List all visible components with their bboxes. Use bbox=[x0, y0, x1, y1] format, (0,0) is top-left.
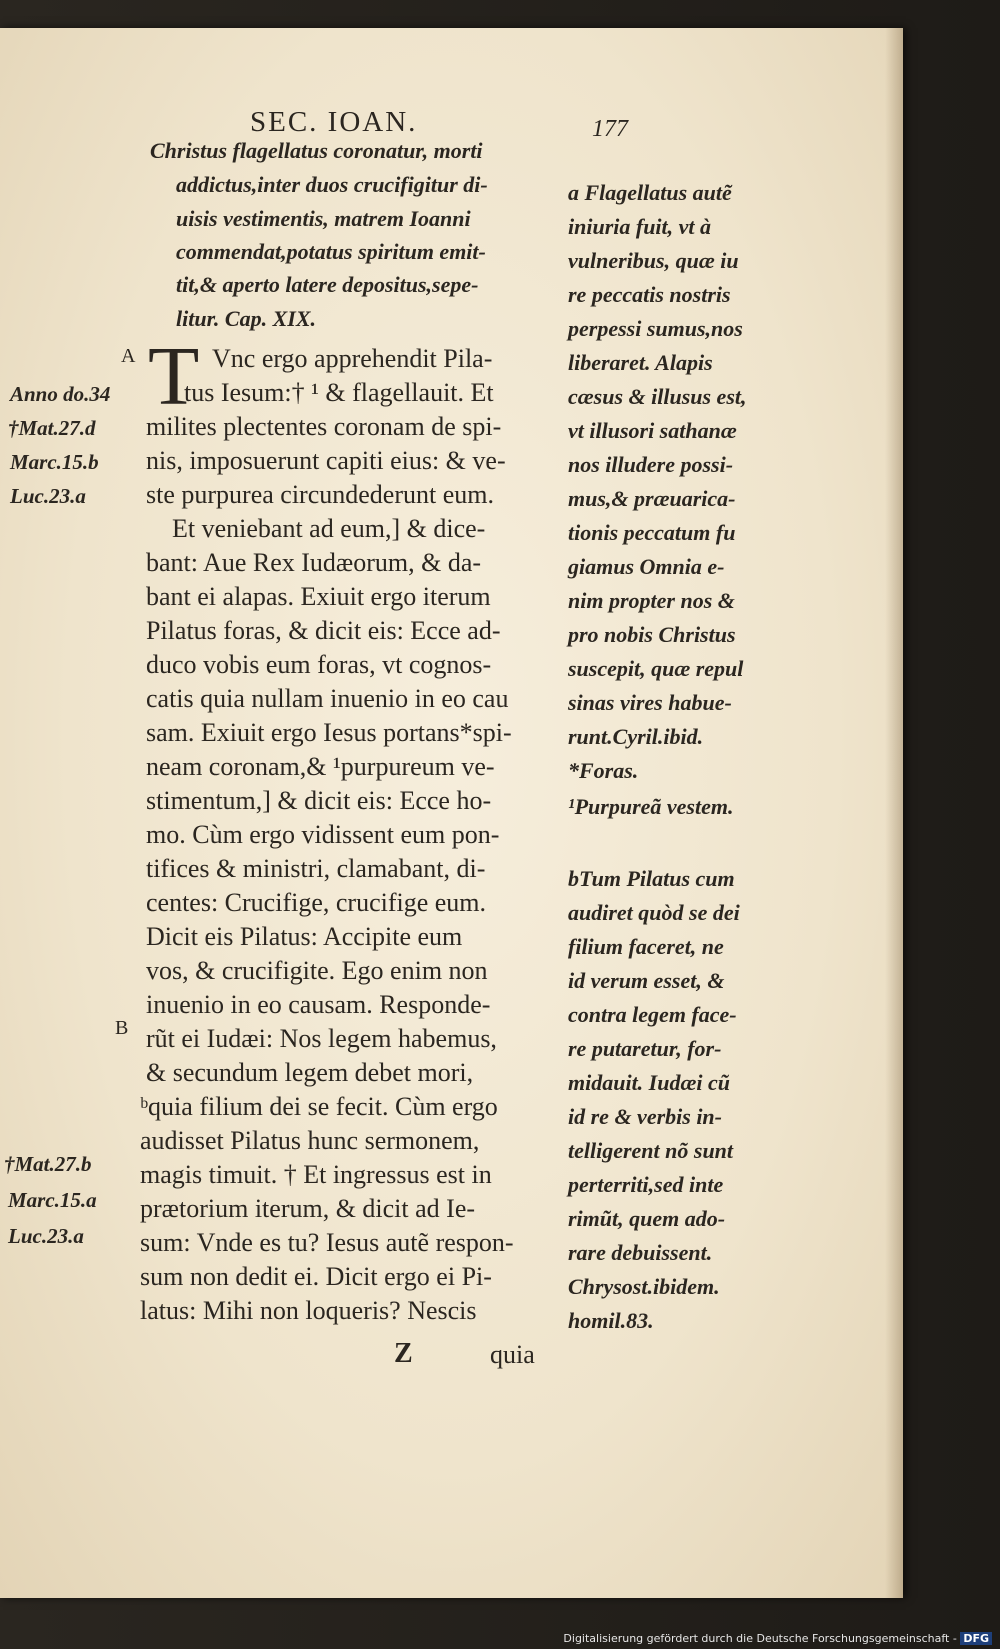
margin-note: Luc.23.a bbox=[10, 484, 86, 508]
drop-cap: T bbox=[148, 330, 200, 423]
text-line: prætorium iterum, & dicit ad Ie- bbox=[140, 1194, 476, 1223]
text-line: Dicit eis Pilatus: Accipite eum bbox=[146, 922, 463, 951]
commentary-line: id re & verbis in- bbox=[568, 1104, 722, 1129]
commentary-line: Chrysost.ibidem. bbox=[568, 1274, 720, 1299]
text-line: Pilatus foras, & dicit eis: Ecce ad- bbox=[146, 616, 501, 645]
text-line: rũt ei Iudæi: Nos legem habemus, bbox=[146, 1024, 497, 1053]
commentary-line: rimũt, quem ado- bbox=[568, 1206, 726, 1231]
text-line: duco vobis eum foras, vt cognos- bbox=[146, 650, 492, 679]
text-line: Vnc ergo apprehendit Pila- bbox=[212, 344, 493, 373]
text-line: ste purpurea circundederunt eum. bbox=[146, 480, 494, 509]
commentary-line: nos illudere possi- bbox=[568, 452, 734, 477]
commentary-line: ¹Purpureã vestem. bbox=[568, 794, 734, 819]
margin-note: †Mat.27.d bbox=[8, 416, 96, 440]
commentary-line: vt illusori sathanæ bbox=[568, 418, 737, 443]
commentary-line: contra legem face- bbox=[568, 1002, 737, 1027]
commentary-line: vulneribus, quæ iu bbox=[568, 248, 739, 273]
dfg-logo: DFG bbox=[960, 1632, 992, 1645]
text-line: sum: Vnde es tu? Iesus autẽ respon- bbox=[140, 1228, 514, 1257]
commentary-line: *Foras. bbox=[568, 758, 639, 783]
summary-line: commendat,potatus spiritum emit- bbox=[176, 239, 486, 264]
margin-note: †Mat.27.b bbox=[4, 1152, 92, 1176]
text-line: sam. Exiuit ergo Iesus portans*spi- bbox=[146, 718, 512, 747]
commentary-line: iniuria fuit, vt à bbox=[568, 214, 712, 239]
text-line: ᵇquia filium dei se fecit. Cùm ergo bbox=[140, 1092, 498, 1121]
section-mark-a: A bbox=[121, 345, 136, 367]
text-line: bant: Aue Rex Iudæorum, & da- bbox=[146, 548, 482, 577]
commentary-line: cæsus & illusus est, bbox=[568, 384, 747, 409]
commentary-line: pro nobis Christus bbox=[568, 622, 736, 647]
text-line: neam coronam,& ¹purpureum ve- bbox=[146, 752, 495, 781]
summary-line: uisis vestimentis, matrem Ioanni bbox=[176, 206, 471, 231]
signature-mark: Z bbox=[394, 1338, 413, 1369]
text-line: catis quia nullam inuenio in eo cau bbox=[146, 684, 509, 713]
catchword: quia bbox=[490, 1340, 535, 1369]
text-line: audisset Pilatus hunc sermonem, bbox=[140, 1126, 480, 1155]
text-line: magis timuit. † Et ingressus est in bbox=[140, 1160, 492, 1189]
summary-line: tit,& aperto latere depositus,sepe- bbox=[176, 272, 479, 297]
margin-note: Luc.23.a bbox=[8, 1224, 84, 1248]
text-line: Et veniebant ad eum,] & dice- bbox=[172, 514, 486, 543]
commentary-line: mus,& præuarica- bbox=[568, 486, 736, 511]
commentary-line: rare debuissent. bbox=[568, 1240, 713, 1265]
commentary-line: re putaretur, for- bbox=[568, 1036, 722, 1061]
text-line: vos, & crucifigite. Ego enim non bbox=[146, 956, 488, 985]
text-line: milites plectentes coronam de spi- bbox=[146, 412, 502, 441]
commentary-line: liberaret. Alapis bbox=[568, 350, 713, 375]
page-number: 177 bbox=[592, 116, 628, 142]
text-line: centes: Crucifige, crucifige eum. bbox=[146, 888, 487, 917]
commentary-line: tionis peccatum fu bbox=[568, 520, 736, 545]
commentary-line: a Flagellatus autẽ bbox=[568, 180, 732, 205]
digitization-credit bbox=[563, 1632, 992, 1645]
summary-line: litur. Cap. XIX. bbox=[176, 306, 317, 331]
commentary-line: re peccatis nostris bbox=[568, 282, 731, 307]
margin-note: Marc.15.a bbox=[8, 1188, 97, 1212]
margin-note: Anno do.34 bbox=[10, 382, 111, 406]
summary-line: Christus flagellatus coronatur, morti bbox=[150, 138, 483, 163]
text-line: mo. Cùm ergo vidissent eum pon- bbox=[146, 820, 500, 849]
text-line: stimentum,] & dicit eis: Ecce ho- bbox=[146, 786, 492, 815]
commentary-line: telligerent nõ sunt bbox=[568, 1138, 734, 1163]
commentary-line: perpessi sumus,nos bbox=[568, 316, 743, 341]
commentary-line: id verum esset, & bbox=[568, 968, 725, 993]
commentary-line: sinas vires habue- bbox=[568, 690, 732, 715]
running-head: SEC. IOAN. bbox=[250, 106, 418, 138]
text-line: bant ei alapas. Exiuit ergo iterum bbox=[146, 582, 491, 611]
commentary-line: audiret quòd se dei bbox=[568, 900, 740, 925]
commentary-line: nim propter nos & bbox=[568, 588, 735, 613]
commentary-line: perterriti,sed inte bbox=[568, 1172, 724, 1197]
section-mark-b: B bbox=[115, 1017, 129, 1039]
text-line: nis, imposuerunt capiti eius: & ve- bbox=[146, 446, 506, 475]
commentary-line: bTum Pilatus cum bbox=[568, 866, 735, 891]
text-line: tifices & ministri, clamabant, di- bbox=[146, 854, 486, 883]
summary-line: addictus,inter duos crucifigitur di- bbox=[176, 172, 488, 197]
page-gutter-shadow bbox=[885, 28, 903, 1598]
commentary-line: homil.83. bbox=[568, 1308, 654, 1333]
text-line: latus: Mihi non loqueris? Nescis bbox=[140, 1296, 477, 1325]
commentary-line: runt.Cyril.ibid. bbox=[568, 724, 704, 749]
text-line: tus Iesum:† ¹ & flagellauit. Et bbox=[184, 378, 494, 407]
margin-note: Marc.15.b bbox=[10, 450, 99, 474]
commentary-line: suscepit, quæ repul bbox=[568, 656, 744, 681]
commentary-line: giamus Omnia e- bbox=[568, 554, 725, 579]
commentary-line: filium faceret, ne bbox=[568, 934, 724, 959]
text-line: inuenio in eo causam. Responde- bbox=[146, 990, 491, 1019]
commentary-line: midauit. Iudæi cũ bbox=[568, 1070, 730, 1095]
text-line: sum non dedit ei. Dicit ergo ei Pi- bbox=[140, 1262, 492, 1291]
text-line: & secundum legem debet mori, bbox=[146, 1058, 474, 1087]
credit-text: Digitalisierung gefördert durch die Deutsche Forschungsgemeinschaft - bbox=[563, 1632, 957, 1645]
